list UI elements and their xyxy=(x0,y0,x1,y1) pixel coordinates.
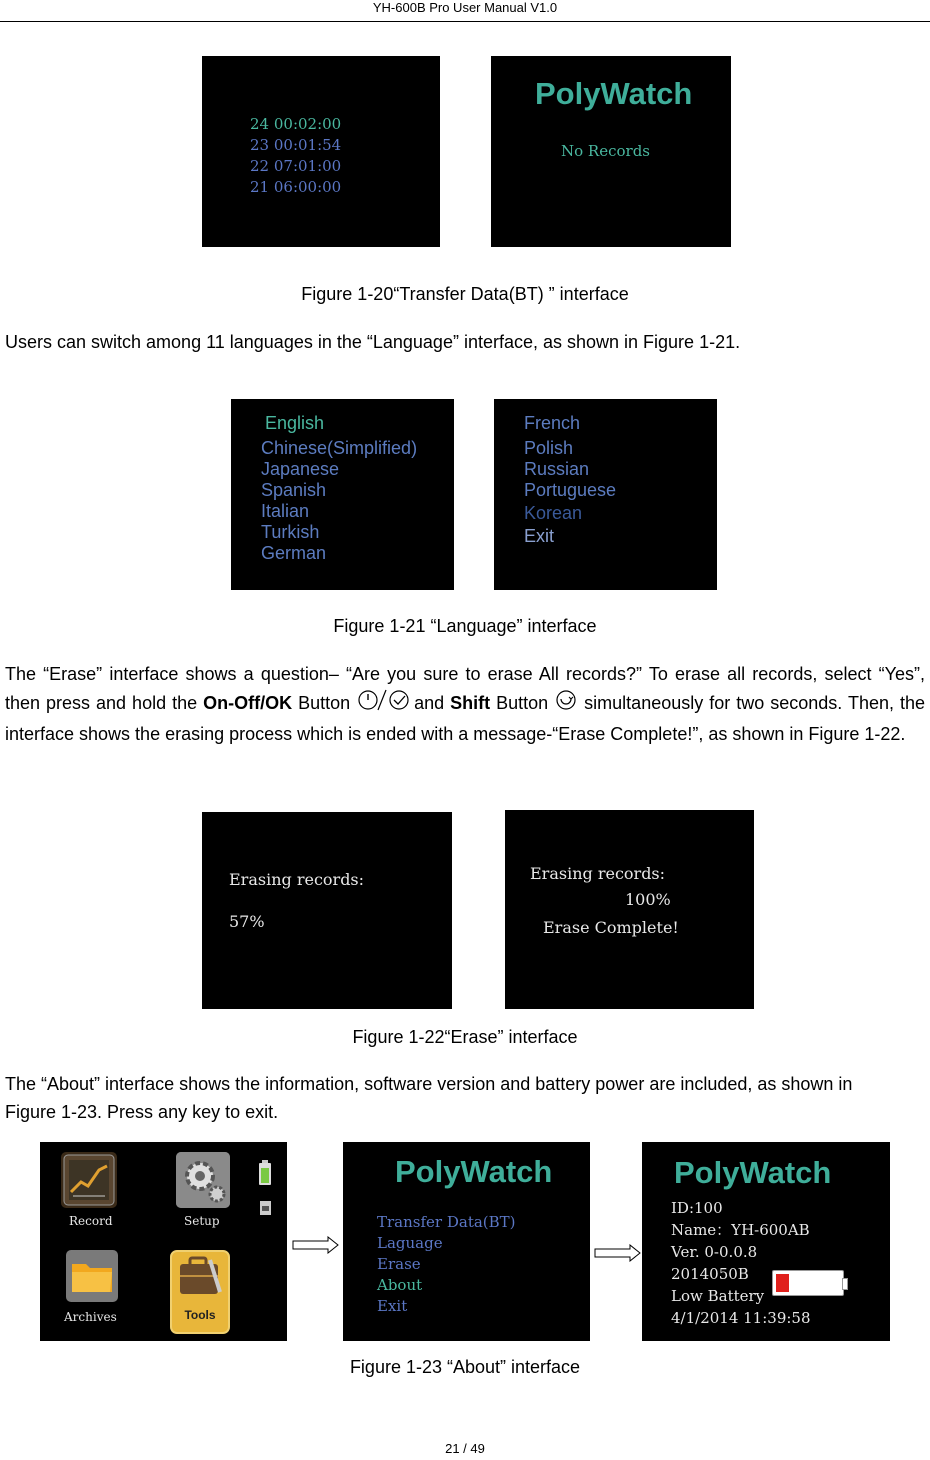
transfer-records-screen xyxy=(202,56,440,247)
page-number: 21 / 49 xyxy=(445,1441,485,1456)
figure-caption-1-22: Figure 1-22“Erase” interface xyxy=(352,1027,578,1047)
about-build: 2014050B xyxy=(671,1265,749,1283)
tools-menu-screen xyxy=(343,1142,590,1341)
tools-menu-item[interactable]: Transfer Data(BT) xyxy=(377,1213,516,1231)
no-records-screen xyxy=(491,56,731,247)
about-name: Name：YH-600AB xyxy=(671,1221,810,1239)
erasing-label: Erasing records: xyxy=(530,864,666,883)
setup-gear-icon[interactable] xyxy=(176,1152,230,1208)
about-version: Ver. 0-0.0.8 xyxy=(671,1243,758,1261)
language-item: Italian xyxy=(261,501,310,521)
paragraph-text: Button xyxy=(490,692,555,713)
language-item: Exit xyxy=(524,526,555,546)
record-label: Record xyxy=(69,1214,113,1228)
button-name-on-off-ok: On-Off/OK xyxy=(203,692,293,713)
erasing-percent: 57% xyxy=(229,912,265,931)
language-item: Polish xyxy=(524,438,574,458)
battery-status-icon xyxy=(258,1160,272,1191)
figure-caption-1-23: Figure 1-23 “About” interface xyxy=(349,1357,581,1377)
language-item: Turkish xyxy=(261,522,320,542)
about-datetime: 4/1/2014 11:39:58 xyxy=(671,1309,811,1327)
figure-caption-1-21: Figure 1-21 “Language” interface xyxy=(333,616,597,636)
shift-button-icon xyxy=(554,688,578,720)
no-records-message: No Records xyxy=(561,142,650,160)
battery-fill xyxy=(776,1274,789,1292)
erasing-label: Erasing records: xyxy=(229,870,365,889)
polywatch-title: PolyWatch xyxy=(535,76,693,111)
language-screen-right xyxy=(494,399,717,590)
battery-level-icon xyxy=(772,1270,844,1296)
polywatch-title: PolyWatch xyxy=(395,1154,553,1189)
about-screen xyxy=(642,1142,890,1341)
language-item: Spanish xyxy=(261,480,327,500)
tools-menu-item[interactable]: Erase xyxy=(377,1255,421,1273)
page-header: YH-600B Pro User Manual V1.0 xyxy=(372,0,558,15)
language-item: Portuguese xyxy=(524,480,617,500)
paragraph-languages: Users can switch among 11 languages in the “Language” interface, as shown in Figure 1-21. xyxy=(5,332,741,352)
arrow-right-icon xyxy=(292,1236,340,1259)
archives-folder-icon[interactable] xyxy=(66,1250,118,1302)
record-line: 22 07:01:00 xyxy=(250,157,342,175)
language-item: German xyxy=(261,543,327,563)
arrow-right-icon xyxy=(594,1244,642,1267)
power-ok-button-icon xyxy=(356,688,414,720)
paragraph-erase xyxy=(5,660,925,748)
paragraph-text: The “Erase” interface shows a question– “Are you sure to erase All records?” To erase all records, select “Yes”, then press and hold the xyxy=(5,664,925,713)
paragraph-text: and xyxy=(414,692,451,713)
tools-menu-item[interactable]: Exit xyxy=(377,1297,408,1315)
language-item: Japanese xyxy=(261,459,340,479)
language-screen-left xyxy=(231,399,454,590)
erase-complete-screen xyxy=(505,810,754,1009)
language-item: Korean xyxy=(524,503,583,523)
tools-menu-item-selected[interactable]: About xyxy=(377,1276,423,1294)
paragraph-text: simultaneously for two seconds. Then, the interface shows the erasing process which is ended with a message-“Erase Complete!”, as shown in Figure 1-22. xyxy=(5,692,925,744)
button-name-shift: Shift xyxy=(450,692,491,713)
polywatch-title: PolyWatch xyxy=(674,1155,832,1190)
record-line: 24 00:02:00 xyxy=(250,115,342,133)
about-battery-status: Low Battery xyxy=(671,1287,765,1305)
archives-label: Archives xyxy=(64,1310,117,1324)
language-selected: English xyxy=(265,413,325,433)
paragraph-text: Button xyxy=(292,692,357,713)
tools-icon[interactable] xyxy=(170,1250,230,1334)
record-line: 23 00:01:54 xyxy=(250,136,342,154)
main-menu-screen xyxy=(40,1142,287,1341)
tools-menu-item[interactable]: Laguage xyxy=(377,1234,443,1252)
setup-label: Setup xyxy=(184,1214,220,1228)
paragraph-about: The “About” interface shows the information, software version and battery power are included, as shown in Figure 1-23. Press any key to exit. xyxy=(5,1074,853,1122)
language-item: French xyxy=(524,413,581,433)
erasing-progress-screen xyxy=(202,812,452,1009)
language-item: Russian xyxy=(524,459,590,479)
language-item: Chinese(Simplified) xyxy=(261,438,418,458)
sd-card-icon xyxy=(259,1200,272,1221)
record-line: 21 06:00:00 xyxy=(250,178,342,196)
record-icon[interactable] xyxy=(61,1152,117,1208)
header-divider xyxy=(0,21,930,22)
erase-complete-message: Erase Complete! xyxy=(543,918,679,937)
tools-label: Tools xyxy=(184,1308,216,1322)
figure-caption-1-20: Figure 1-20“Transfer Data(BT) ” interface xyxy=(301,284,629,304)
about-id: ID:100 xyxy=(671,1199,723,1217)
erasing-percent: 100% xyxy=(625,890,671,909)
